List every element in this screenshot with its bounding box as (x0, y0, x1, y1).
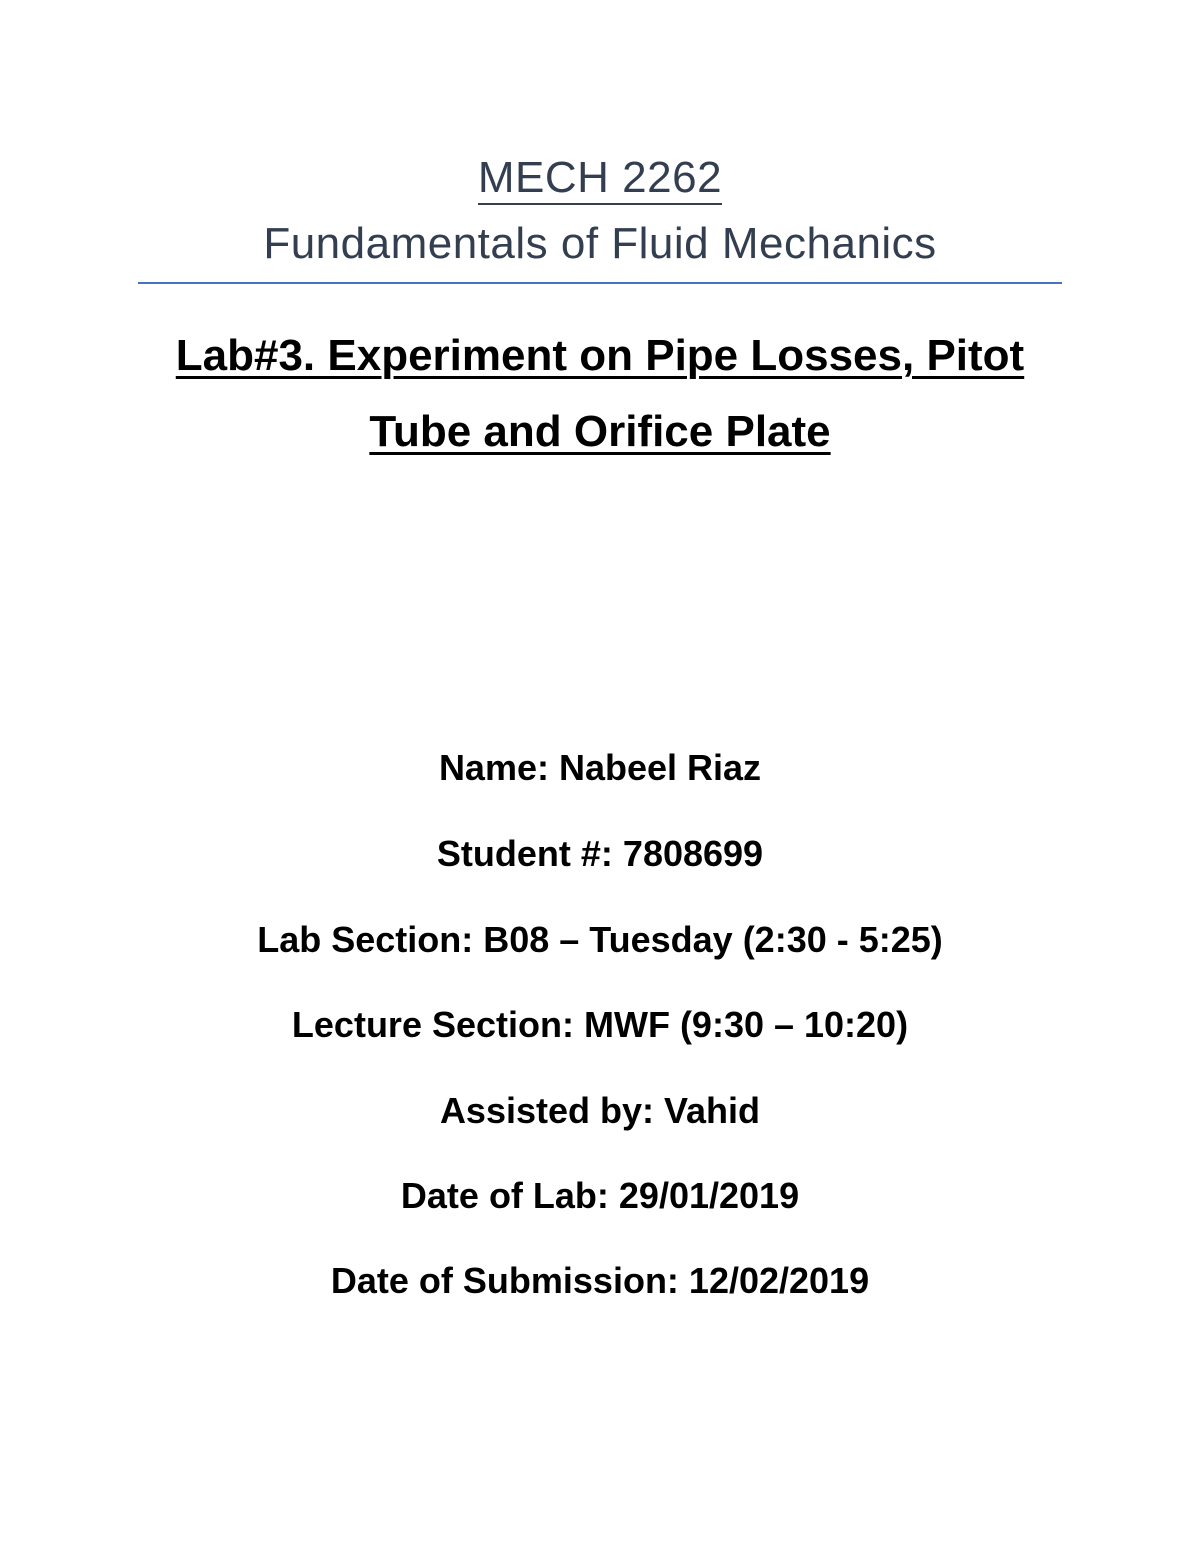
course-code-heading (0, 148, 1200, 208)
lab-title-line-2: Tube and Orifice Plate (369, 407, 831, 456)
date-of-lab: Date of Lab: 29/01/2019 (400, 1175, 800, 1216)
student-name: Name: Nabeel Riaz (438, 747, 762, 788)
header-divider (138, 282, 1062, 284)
course-code-text: MECH 2262 (478, 153, 722, 205)
assisted-by: Assisted by: Vahid (439, 1090, 761, 1131)
lecture-section: Lecture Section: MWF (9:30 – 10:20) (291, 1004, 909, 1045)
lab-title (100, 318, 1100, 470)
lab-title-line-1: Lab#3. Experiment on Pipe Losses, Pitot (175, 331, 1025, 380)
student-number: Student #: 7808699 (436, 833, 764, 874)
course-name-heading: Fundamentals of Fluid Mechanics (263, 219, 937, 268)
date-of-submission: Date of Submission: 12/02/2019 (330, 1260, 870, 1301)
lab-section: Lab Section: B08 – Tuesday (2:30 - 5:25) (257, 919, 943, 960)
